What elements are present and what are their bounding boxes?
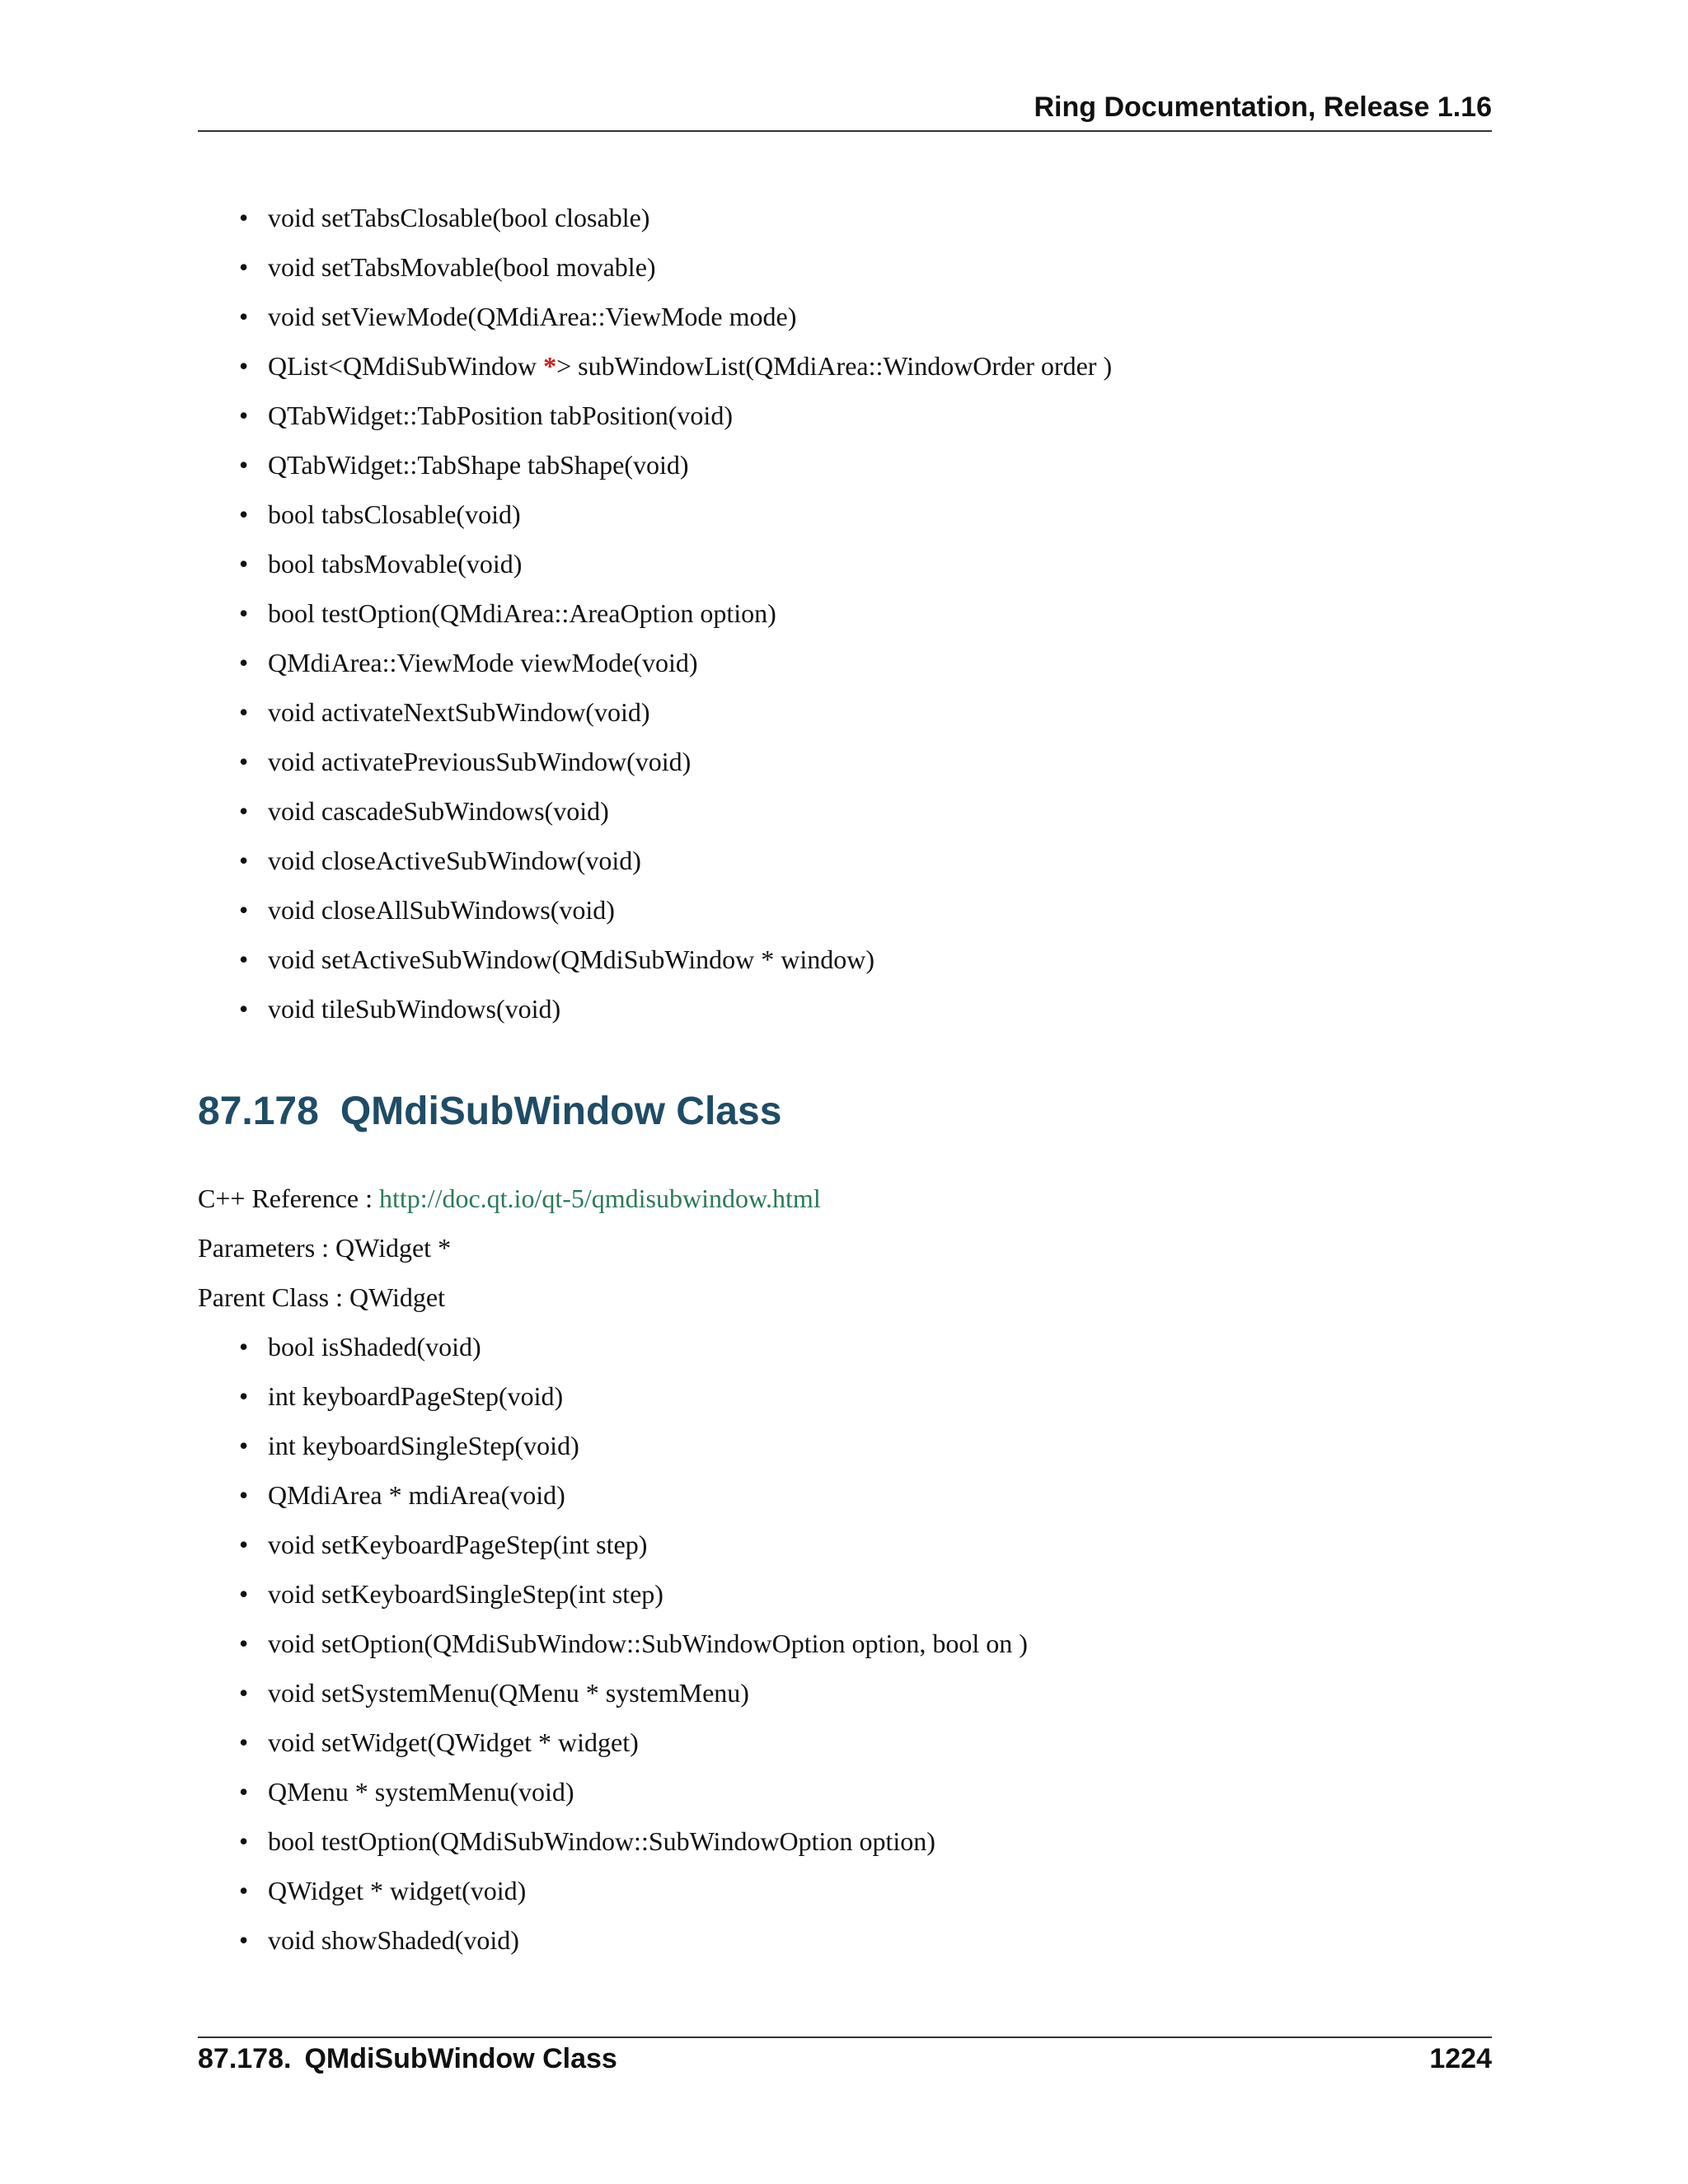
method-signature: int keyboardSingleStep(void) xyxy=(268,1431,579,1460)
bullet-icon: • xyxy=(239,846,249,875)
bullet-icon: • xyxy=(239,252,249,282)
method-signature: QWidget * widget(void) xyxy=(268,1876,527,1905)
method-item xyxy=(239,292,1112,341)
method-signature: void tileSubWindows(void) xyxy=(268,994,561,1024)
bullet-icon: • xyxy=(239,1332,249,1361)
method-signature: void cascadeSubWindows(void) xyxy=(268,796,609,826)
method-item xyxy=(239,1915,1028,1965)
method-signature: void setKeyboardPageStep(int step) xyxy=(268,1530,648,1559)
header-rule xyxy=(198,130,1492,132)
bullet-icon: • xyxy=(239,1777,249,1807)
bullet-icon: • xyxy=(239,302,249,331)
bullet-icon: • xyxy=(239,499,249,529)
method-item xyxy=(239,1816,1028,1866)
method-item xyxy=(239,1371,1028,1421)
method-item xyxy=(239,836,1112,885)
method-item xyxy=(239,490,1112,539)
method-item xyxy=(239,638,1112,687)
section-heading xyxy=(198,1086,781,1137)
method-signature: void activatePreviousSubWindow(void) xyxy=(268,747,692,776)
method-signature: QMdiArea::ViewMode viewMode(void) xyxy=(268,648,698,677)
running-header-title: Ring Documentation, Release 1.16 xyxy=(1034,91,1492,123)
method-item xyxy=(239,1569,1028,1619)
footer-section-title: QMdiSubWindow Class xyxy=(304,2043,617,2074)
method-item xyxy=(239,391,1112,440)
method-signature: QTabWidget::TabPosition tabPosition(void) xyxy=(268,401,733,430)
method-item xyxy=(239,1322,1028,1371)
footer-section-ref xyxy=(198,2041,617,2077)
method-signature: void showShaded(void) xyxy=(268,1925,519,1955)
bullet-icon: • xyxy=(239,1925,249,1955)
bullet-icon: • xyxy=(239,1629,249,1658)
method-signature: bool testOption(QMdiArea::AreaOption option) xyxy=(268,598,776,628)
bullet-icon: • xyxy=(239,1678,249,1708)
cpp-reference-label: C++ Reference : xyxy=(198,1183,379,1213)
method-list-qmdisubwindow xyxy=(239,1322,1028,1965)
method-item xyxy=(239,1668,1028,1718)
method-signature: void activateNextSubWindow(void) xyxy=(268,697,650,727)
method-item xyxy=(239,193,1112,242)
method-item xyxy=(239,786,1112,836)
method-item xyxy=(239,737,1112,786)
section-number: 87.178 xyxy=(198,1090,319,1133)
method-item xyxy=(239,588,1112,638)
method-signature: void setTabsMovable(bool movable) xyxy=(268,252,656,282)
method-signature: int keyboardPageStep(void) xyxy=(268,1381,564,1411)
bullet-icon: • xyxy=(239,1727,249,1757)
method-item xyxy=(239,935,1112,984)
method-signature: void setWidget(QWidget * widget) xyxy=(268,1727,639,1757)
method-list-qmdiarea xyxy=(239,193,1112,1033)
method-signature: QMdiArea * mdiArea(void) xyxy=(268,1480,565,1510)
method-signature: bool isShaded(void) xyxy=(268,1332,481,1361)
page-number: 1224 xyxy=(1429,2043,1492,2074)
method-item xyxy=(239,440,1112,490)
bullet-icon: • xyxy=(239,747,249,776)
method-item xyxy=(239,1421,1028,1470)
method-signature: bool tabsClosable(void) xyxy=(268,499,521,529)
method-signature: void setViewMode(QMdiArea::ViewMode mode) xyxy=(268,302,797,331)
method-signature-part: QList<QMdiSubWindow xyxy=(268,351,544,381)
method-signature: void setActiveSubWindow(QMdiSubWindow * window) xyxy=(268,944,875,974)
bullet-icon: • xyxy=(239,648,249,677)
method-signature: void setKeyboardSingleStep(int step) xyxy=(268,1579,663,1609)
bullet-icon: • xyxy=(239,1431,249,1460)
bullet-icon: • xyxy=(239,796,249,826)
method-signature: QMenu * systemMenu(void) xyxy=(268,1777,574,1807)
method-item xyxy=(239,539,1112,588)
cpp-reference-line xyxy=(198,1174,821,1223)
bullet-icon: • xyxy=(239,1826,249,1856)
method-signature: bool testOption(QMdiSubWindow::SubWindowOption option) xyxy=(268,1826,935,1856)
method-item xyxy=(239,1718,1028,1767)
bullet-icon: • xyxy=(239,450,249,480)
method-signature: void closeActiveSubWindow(void) xyxy=(268,846,641,875)
method-signature: void setSystemMenu(QMenu * systemMenu) xyxy=(268,1678,749,1708)
footer-rule xyxy=(198,2036,1492,2038)
method-item xyxy=(239,1470,1028,1520)
bullet-icon: • xyxy=(239,203,249,232)
bullet-icon: • xyxy=(239,944,249,974)
bullet-icon: • xyxy=(239,401,249,430)
method-item xyxy=(239,341,1112,391)
bullet-icon: • xyxy=(239,1530,249,1559)
bullet-icon: • xyxy=(239,895,249,925)
highlighted-asterisk: * xyxy=(543,351,557,381)
cpp-reference-link[interactable]: http://doc.qt.io/qt-5/qmdisubwindow.html xyxy=(379,1183,821,1213)
method-item xyxy=(239,1866,1028,1915)
method-item xyxy=(239,242,1112,292)
section-title-text: QMdiSubWindow Class xyxy=(340,1090,782,1133)
parent-class-line: Parent Class : QWidget xyxy=(198,1282,445,1312)
method-signature: bool tabsMovable(void) xyxy=(268,549,523,579)
method-item xyxy=(239,1520,1028,1569)
bullet-icon: • xyxy=(239,598,249,628)
bullet-icon: • xyxy=(239,994,249,1024)
method-item xyxy=(239,984,1112,1033)
bullet-icon: • xyxy=(239,1480,249,1510)
bullet-icon: • xyxy=(239,549,249,579)
bullet-icon: • xyxy=(239,351,249,381)
bullet-icon: • xyxy=(239,697,249,727)
bullet-icon: • xyxy=(239,1876,249,1905)
bullet-icon: • xyxy=(239,1579,249,1609)
method-signature: QTabWidget::TabShape tabShape(void) xyxy=(268,450,689,480)
method-signature-part: > subWindowList(QMdiArea::WindowOrder order ) xyxy=(556,351,1113,381)
method-item xyxy=(239,687,1112,737)
method-signature: void closeAllSubWindows(void) xyxy=(268,895,615,925)
bullet-icon: • xyxy=(239,1381,249,1411)
method-item xyxy=(239,1767,1028,1816)
method-signature: void setOption(QMdiSubWindow::SubWindowOption option, bool on ) xyxy=(268,1629,1028,1658)
footer-section-number: 87.178. xyxy=(198,2043,292,2074)
method-signature: void setTabsClosable(bool closable) xyxy=(268,203,650,232)
parameters-line: Parameters : QWidget * xyxy=(198,1233,452,1263)
method-item xyxy=(239,885,1112,935)
method-item xyxy=(239,1619,1028,1668)
